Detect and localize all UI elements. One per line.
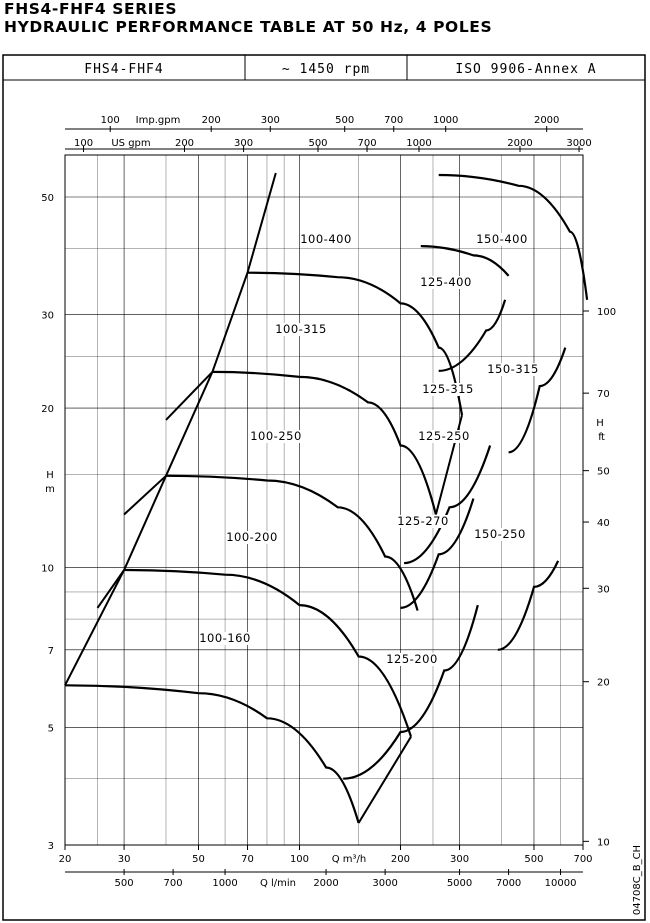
ft-tick-label: 10 [597,837,610,849]
lmin-tick-label: 700 [163,878,183,889]
info-box-series: FHS4-FHF4 [84,62,164,77]
curve-label-125-400: 125-400 [420,275,472,289]
curve-label-100-250: 100-250 [250,429,302,443]
y-tick-label: 50 [41,192,54,204]
bottom-axes [65,854,583,889]
us-gpm-tick-label: 100 [73,138,94,149]
curve-label-100-200: 100-200 [226,530,278,544]
chart-frame [3,55,645,920]
us-gpm-tick-label: 700 [357,138,377,149]
ft-tick-label: 100 [597,306,617,318]
imp-gpm-tick-label: 100 [100,115,120,126]
pump-curves [65,175,587,823]
curve-125-200 [343,605,478,779]
x-tick-label: 20 [58,854,72,865]
imp-gpm-tick-label: 200 [201,115,221,126]
curve-label-125-270: 125-270 [397,514,449,528]
us-gpm-tick-label: 1000 [406,138,432,149]
us-gpm-tick-label: 2000 [507,138,533,149]
side-axes [45,418,605,495]
y-tick-label: 7 [47,645,54,657]
curve-label-125-315: 125-315 [422,382,474,396]
q-lmin-label: Q l/min [259,878,297,889]
us-gpm-tick-label: 500 [308,138,328,149]
y-tick-label: 20 [41,404,54,416]
top-axes [65,115,592,152]
lmin-tick-label: 2000 [313,878,339,889]
x-tick-label: 300 [450,854,470,865]
curve-100-160 [65,685,359,823]
us-gpm-tick-label: 200 [174,138,195,149]
curve-label-150-250: 150-250 [474,527,526,541]
h-ft-label-h: H [596,418,604,429]
curve-label-125-200: 125-200 [386,652,438,666]
lmin-tick-label: 5000 [446,878,473,889]
envelope-line [359,737,411,823]
imp-gpm-tick-label: 1000 [432,115,459,126]
imp-gpm-tick-label: 700 [384,115,404,126]
y-tick-label: 10 [41,563,54,575]
curve-100-315 [212,372,436,515]
x-tick-label: 100 [289,854,310,865]
drawing-code: 04708C_B_CH [632,844,643,916]
header-table-title: HYDRAULIC PERFORMANCE TABLE AT 50 Hz, 4 POLES [4,18,493,36]
chart-grid [41,155,616,865]
imp-gpm-tick-label: 2000 [533,115,560,126]
envelope-line [65,173,276,685]
imp-gpm-label: Imp.gpm [135,115,181,126]
h-m-label-h: H [46,470,54,481]
x-tick-label: 70 [241,854,254,865]
us-gpm-label: US gpm [111,138,151,149]
info-box-standard: ISO 9906-Annex A [455,62,597,77]
lmin-tick-label: 7000 [495,878,522,889]
curve-label-100-160: 100-160 [199,631,251,645]
y-tick-label: 5 [47,723,54,735]
curve-label-125-250: 125-250 [418,429,470,443]
ft-tick-label: 50 [597,466,610,478]
y-tick-label: 3 [47,841,54,852]
us-gpm-tick-label: 3000 [566,138,592,149]
y-tick-label: 30 [41,310,54,322]
operating-envelopes [65,173,462,823]
imp-gpm-tick-label: 500 [335,115,355,126]
lmin-tick-label: 1000 [212,878,238,889]
q-m3h-label: Q m³/h [331,854,367,865]
curve-125-270 [404,446,490,564]
x-tick-label: 200 [390,854,411,865]
lmin-tick-label: 3000 [372,878,398,889]
imp-gpm-tick-label: 300 [260,115,280,126]
curve-125-400 [421,246,509,276]
info-box-speed: ~ 1450 rpm [281,62,371,77]
lmin-tick-label: 10000 [544,878,577,889]
x-tick-label: 700 [573,854,593,865]
ft-tick-label: 70 [597,389,610,401]
h-ft-label-f: f [598,432,602,443]
curve-100-200 [124,570,411,737]
lmin-tick-label: 500 [114,878,134,889]
curve-150-250 [498,561,558,650]
curve-100-250 [166,476,418,611]
ft-tick-label: 20 [597,677,610,689]
us-gpm-tick-label: 300 [234,138,254,149]
h-m-label-m: m [45,484,55,495]
envelope-line [166,372,212,420]
header-series-title: FHS4-FHF4 SERIES [4,0,178,18]
envelope-line [98,570,125,608]
ft-tick-label: 30 [597,584,610,596]
x-tick-label: 30 [117,854,131,865]
curve-label-100-400: 100-400 [300,232,352,246]
x-tick-label: 50 [192,854,205,865]
curve-label-100-315: 100-315 [275,322,327,336]
plot-area [65,155,583,845]
curve-label-150-400: 150-400 [476,232,528,246]
curve-label-150-315: 150-315 [487,362,539,376]
envelope-line [124,476,166,515]
x-tick-label: 500 [524,854,544,865]
ft-tick-label: 40 [597,518,610,530]
h-ft-label-t: t [601,432,605,443]
